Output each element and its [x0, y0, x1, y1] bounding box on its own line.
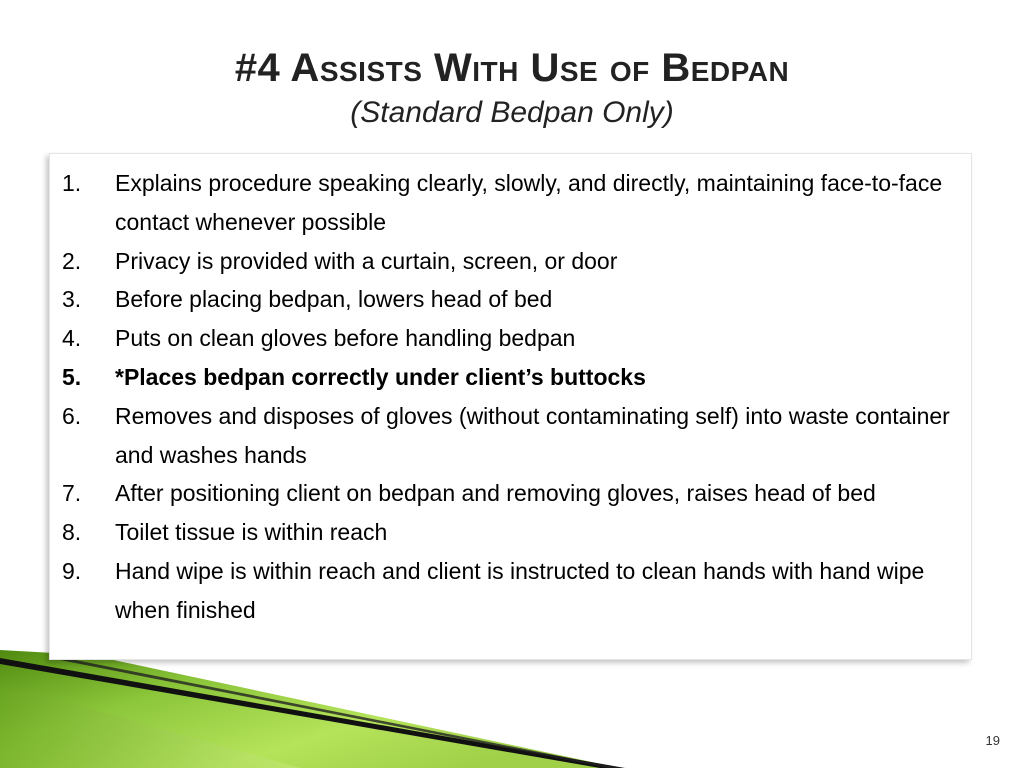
step-text: Removes and disposes of gloves (without contaminating self) into waste container and washes hands: [115, 402, 950, 468]
step-text: Explains procedure speaking clearly, slowly, and directly, maintaining face-to-face contact whenever possible: [115, 170, 943, 235]
step-number: 2.: [62, 247, 82, 274]
step-text: Toilet tissue is within reach: [115, 519, 388, 546]
step-item-8: [62, 513, 961, 552]
step-item-3: [62, 280, 961, 319]
step-number: 1.: [62, 170, 82, 196]
step-number: 4.: [62, 325, 82, 352]
steps-box: [49, 153, 972, 660]
step-number: 9.: [62, 557, 82, 584]
step-item-4: [62, 319, 961, 358]
step-text: Privacy is provided with a curtain, screen, or door: [115, 247, 618, 274]
step-item-1: [62, 164, 961, 242]
step-item-9: [62, 552, 961, 630]
slide-subtitle: (Standard Bedpan Only): [350, 96, 674, 129]
step-number: 3.: [62, 286, 82, 313]
step-text: Puts on clean gloves before handling bedpan: [115, 325, 576, 352]
step-number: 7.: [62, 480, 82, 507]
step-number: 6.: [62, 402, 82, 429]
step-text: *Places bedpan correctly under client’s buttocks: [115, 363, 646, 390]
step-text: After positioning client on bedpan and removing gloves, raises head of bed: [115, 480, 876, 507]
page-number: 19: [985, 733, 1000, 748]
step-item-7: [62, 474, 961, 513]
slide-title: #4 Assists With Use of Bedpan: [234, 46, 790, 90]
title-block: [0, 40, 1024, 130]
step-item-5-critical: [62, 358, 961, 397]
step-item-2: [62, 242, 961, 281]
step-text: Before placing bedpan, lowers head of bed: [115, 286, 553, 313]
steps-list: [50, 154, 971, 630]
step-item-6: [62, 397, 961, 475]
step-text: Hand wipe is within reach and client is instructed to clean hands with hand wipe when finished: [115, 557, 925, 623]
step-number: 8.: [62, 519, 82, 546]
step-number: 5.: [62, 363, 82, 390]
